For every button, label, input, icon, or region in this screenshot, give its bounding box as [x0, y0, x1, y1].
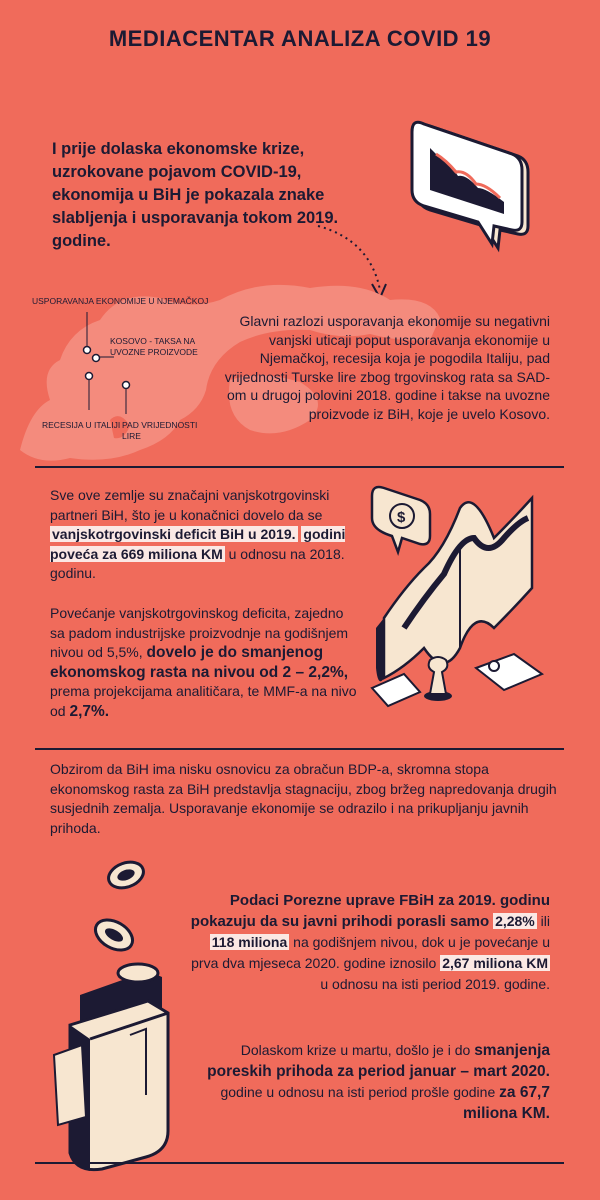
- intro-text: I prije dolaska ekonomske krize, uzrokovane pojavom COVID-19, ekonomija u BiH je pokazala znake slabljenja i usporavanja tokom 2019. godine.: [52, 140, 339, 250]
- kosovo-marker: [93, 355, 100, 362]
- chart-bubble-icon: [400, 118, 540, 253]
- map-label-kosovo-1: KOSOVO - TAKSA NA: [110, 336, 196, 346]
- trade-deficit-paragraph: [50, 486, 350, 584]
- growth-bold: dovelo je do smanjenog ekonomskog rasta na nivou od 2 – 2,2%,: [50, 644, 349, 681]
- growth-paragraph: [50, 604, 360, 721]
- revenue-ili: ili: [540, 913, 550, 929]
- map-label-turkey-2: LIRE: [122, 431, 141, 441]
- trade-p1-start: Sve ove zemlje su značajni vanjskotrgovinski partneri BiH, što je u konačnici dovelo da se: [50, 487, 330, 523]
- germany-marker: [84, 347, 91, 354]
- page-title: MEDIACENTAR ANALIZA COVID 19: [108, 26, 492, 51]
- crisis-start: Dolaskom krize u martu, došlo je i do: [240, 1042, 471, 1058]
- imf-value: 2,7%.: [69, 702, 110, 720]
- revenue-mid: na godišnjem nivou, dok u je povećanje u prva dva mjeseca 2020. godine iznosilo: [191, 934, 550, 971]
- dollar-icon: $: [397, 509, 406, 526]
- map-label-turkey-1: PAD VRIJEDNOSTI: [122, 420, 198, 430]
- map-label-germany: USPORAVANJA EKONOMIJE U NJEMAČKOJ: [32, 296, 209, 306]
- turkey-marker: [123, 382, 130, 389]
- divider: [35, 1162, 564, 1164]
- crisis-bold-2: za 67,7 miliona KM.: [463, 1084, 550, 1122]
- revenue-amount: 118 miliona: [211, 934, 288, 950]
- divider: [35, 748, 564, 750]
- trade-deficit-highlight-1: vanjskotrgovinski deficit BiH u 2019.: [52, 526, 296, 542]
- crisis-paragraph: [190, 1040, 550, 1124]
- puzzle-piece-icon: [476, 654, 542, 690]
- trade-p2-mid: prema projekcijama analitičara, te MMF-a na nivo od: [50, 683, 357, 719]
- trade-deficit-highlight-2: godini poveća za 669 miliona KM: [50, 526, 346, 562]
- trade-p1-end: u odnosu na 2018. godinu.: [50, 545, 345, 581]
- revenue-end: u odnosu na isti period 2019. godine.: [320, 976, 550, 992]
- revenue-paragraph: [190, 890, 550, 995]
- map-label-kosovo-2: UVOZNE PROIZVODE: [110, 347, 198, 357]
- trade-p2-start: Povećanje vanjskotrgovinskog deficita, zajedno sa padom industrijske proizvodnje na godišnjem nivou od 5,5%,: [50, 605, 349, 660]
- italy-marker: [86, 373, 93, 380]
- revenue-percent: 2,28%: [495, 913, 535, 929]
- note-paper-icon: [54, 1045, 86, 1125]
- crisis-mid: godine u odnosu na isti period prošle godine: [220, 1084, 496, 1100]
- reasons-text: Glavni razlozi usporavanja ekonomije su negativni vanjski uticaji poput usporavanja ekonomije u Njemačkoj, recesija koja je pogodila Italiju, pad vrijednosti Turske lire zbog trgovinskog rata sa SAD-om u drugoj polovini 2018. godine i takse na uvozne proizvode iz BiH, koje je uvelo Kosovo.: [224, 313, 550, 422]
- declining-chart-icon: [364, 478, 564, 723]
- revenue-lead: Podaci Porezne uprave FBiH za 2019. godinu pokazuju da su javni prihodi porasli samo: [190, 892, 550, 930]
- divider: [35, 466, 564, 468]
- revenue-2020-amount: 2,67 miliona KM: [442, 955, 548, 971]
- coin-jar-icon: [50, 855, 190, 1175]
- map-label-italy: RECESIJA U ITALIJI: [42, 420, 121, 430]
- crisis-bold-1: smanjenja poreskih prihoda za period januar – mart 2020.: [207, 1042, 550, 1080]
- gdp-paragraph: Obzirom da BiH ima nisku osnovicu za obračun BDP-a, skromna stopa ekonomskog rasta za BiH predstavlja stagnaciju, zbog bržeg napredovanja drugih susjednih zemalja. Usporavanje ekonomije se odrazilo i na prikupljanju javnih prihoda.: [50, 761, 557, 836]
